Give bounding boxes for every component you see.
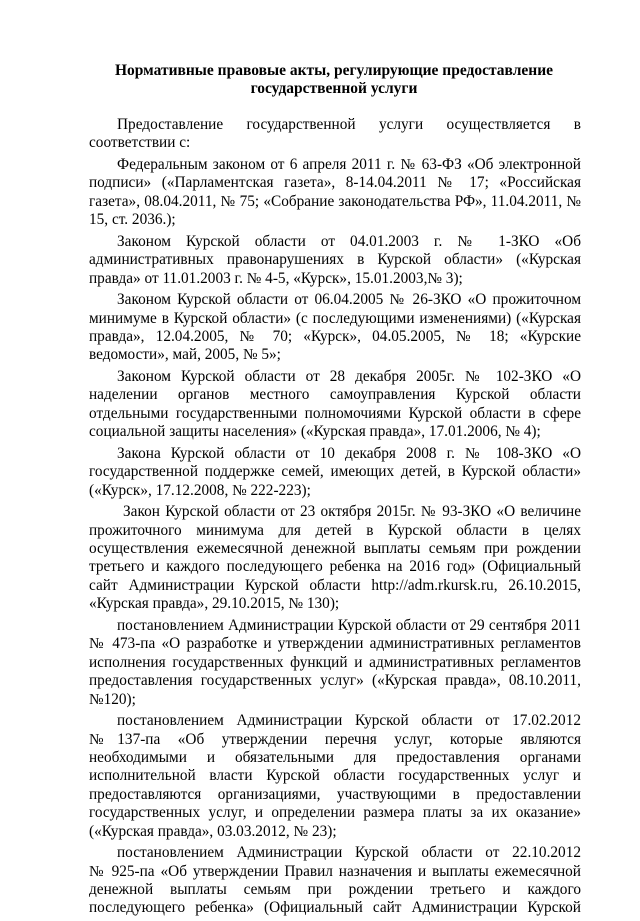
document-body [89, 116, 581, 921]
text-line: Закон Курской области от 23 октября 2015г. № 93-ЗКО «О величине [123, 503, 581, 521]
text-line: Законом Курской области от 06.04.2005 № 26-ЗКО «О прожиточном [117, 291, 581, 309]
text-line: соответствии с: [89, 134, 191, 152]
text-line: Федеральным законом от 6 апреля 2011 г. № 63-ФЗ «Об электронной [117, 156, 581, 173]
text-line: постановлением Администрации Курской области от 22.10.2012 [117, 844, 581, 862]
text-line: денежной выплаты семьям при рождении третьего и каждого [89, 880, 581, 898]
text-line: постановлением Администрации Курской области от 17.02.2012 [117, 712, 581, 730]
text-line: осуществления ежемесячной денежной выплаты семьям при рождении [89, 540, 581, 558]
text-line: Закона Курской области от 10 декабря 2008 г. № 108-ЗКО «О [117, 444, 581, 462]
text-line: №120); [89, 690, 136, 708]
text-line: («Курск», 17.12.2008, № 222-223); [89, 481, 311, 499]
text-line: Законом Курской области от 28 декабря 2005г. № 102-ЗКО «О [117, 368, 581, 386]
paragraph-federal-law [89, 156, 581, 230]
text-line: ведомости», май, 2005, № 5»; [89, 346, 281, 364]
text-line: правда» от 11.01.2003 г. № 4-5, «Курск», 15.01.2003,№ 3); [89, 269, 463, 287]
text-line: минимуме в Курской области» (с последующими изменениями) («Курская [89, 309, 581, 327]
text-line: последующего ребенка» (Официальный сайт Администрации Курской [89, 899, 581, 917]
text-line: отдельными государственными полномочиями Курской области в сфере [89, 404, 581, 422]
text-line: государственных услуг, и определении размера платы за их оказание» [89, 804, 581, 822]
text-line: сайт Администрации Курской области http://adm.rkursk.ru, 26.10.2015, [89, 576, 581, 594]
text-line: Предоставление государственной услуги осуществляется в [117, 116, 581, 133]
text-line: газета», 08.04.2011, № 75; «Собрание законодательства РФ», 11.04.2011, № [89, 192, 581, 210]
title-line: Нормативные правовые акты, регулирующие предоставление [114, 62, 554, 79]
paragraph-law-26-zko [89, 291, 581, 365]
document-title [90, 62, 578, 98]
text-line: исполнения государственных функций и административных регламентов [89, 653, 581, 671]
paragraph-decree-137-pa [89, 712, 581, 841]
text-line: правда», 12.04.2005, № 70; «Курск», 04.05.2005, № 18; «Курские [89, 328, 581, 346]
text-line: необходимыми и обязательными для предоставления органами [89, 748, 581, 766]
text-line: «Курская правда», 29.10.2015, № 130); [89, 595, 340, 613]
text-line: предоставляются организациями, участвующими в предоставлении [89, 785, 581, 803]
paragraph-law-102-zko [89, 368, 581, 442]
paragraph-law-93-zko [89, 503, 581, 613]
text-line: прожиточного минимума для детей в Курской области в целях [89, 521, 581, 539]
text-line: подписи» («Парламентская газета», 8-14.04.2011 № 17; «Российская [89, 174, 581, 192]
text-line: административных правонарушениях в Курской области» («Курская [89, 251, 581, 269]
paragraph-intro [89, 116, 581, 153]
text-line: постановлением Администрации Курской области от 29 сентября 2011 [117, 616, 581, 634]
text-line: № 925-па «Об утверждении Правил назначения и выплаты ежемесячной [89, 862, 581, 880]
text-line: («Курская правда», 03.03.2012, № 23); [89, 822, 337, 840]
paragraph-decree-473-pa [89, 617, 581, 709]
text-line: 15, ст. 2036.); [89, 211, 176, 229]
text-line: социальной защиты населения» («Курская правда», 17.01.2006, № 4); [89, 423, 541, 441]
paragraph-law-108-zko [89, 445, 581, 500]
text-line: государственной поддержке семей, имеющих детей, в Курской области» [89, 463, 581, 481]
text-line: Законом Курской области от 04.01.2003 г. № 1-ЗКО «Об [117, 232, 581, 250]
paragraph-decree-925-pa [89, 844, 581, 918]
title-line: государственной услуги [250, 80, 418, 97]
text-line: третьего и каждого последующего ребенка на 2016 год» (Официальный [89, 558, 581, 576]
text-line: исполнительной власти Курской области государственных услуг и [89, 767, 581, 785]
text-line: предоставления государственных услуг» («Курская правда», 08.10.2011, [89, 672, 581, 690]
text-line: №137-па «Об утверждении перечня услуг, которые являются [89, 730, 581, 748]
text-line: № 473-па «О разработке и утверждении административных регламентов [89, 635, 581, 653]
text-line: наделении органов местного самоуправления Курской области [89, 386, 581, 404]
paragraph-law-1-zko [89, 233, 581, 288]
